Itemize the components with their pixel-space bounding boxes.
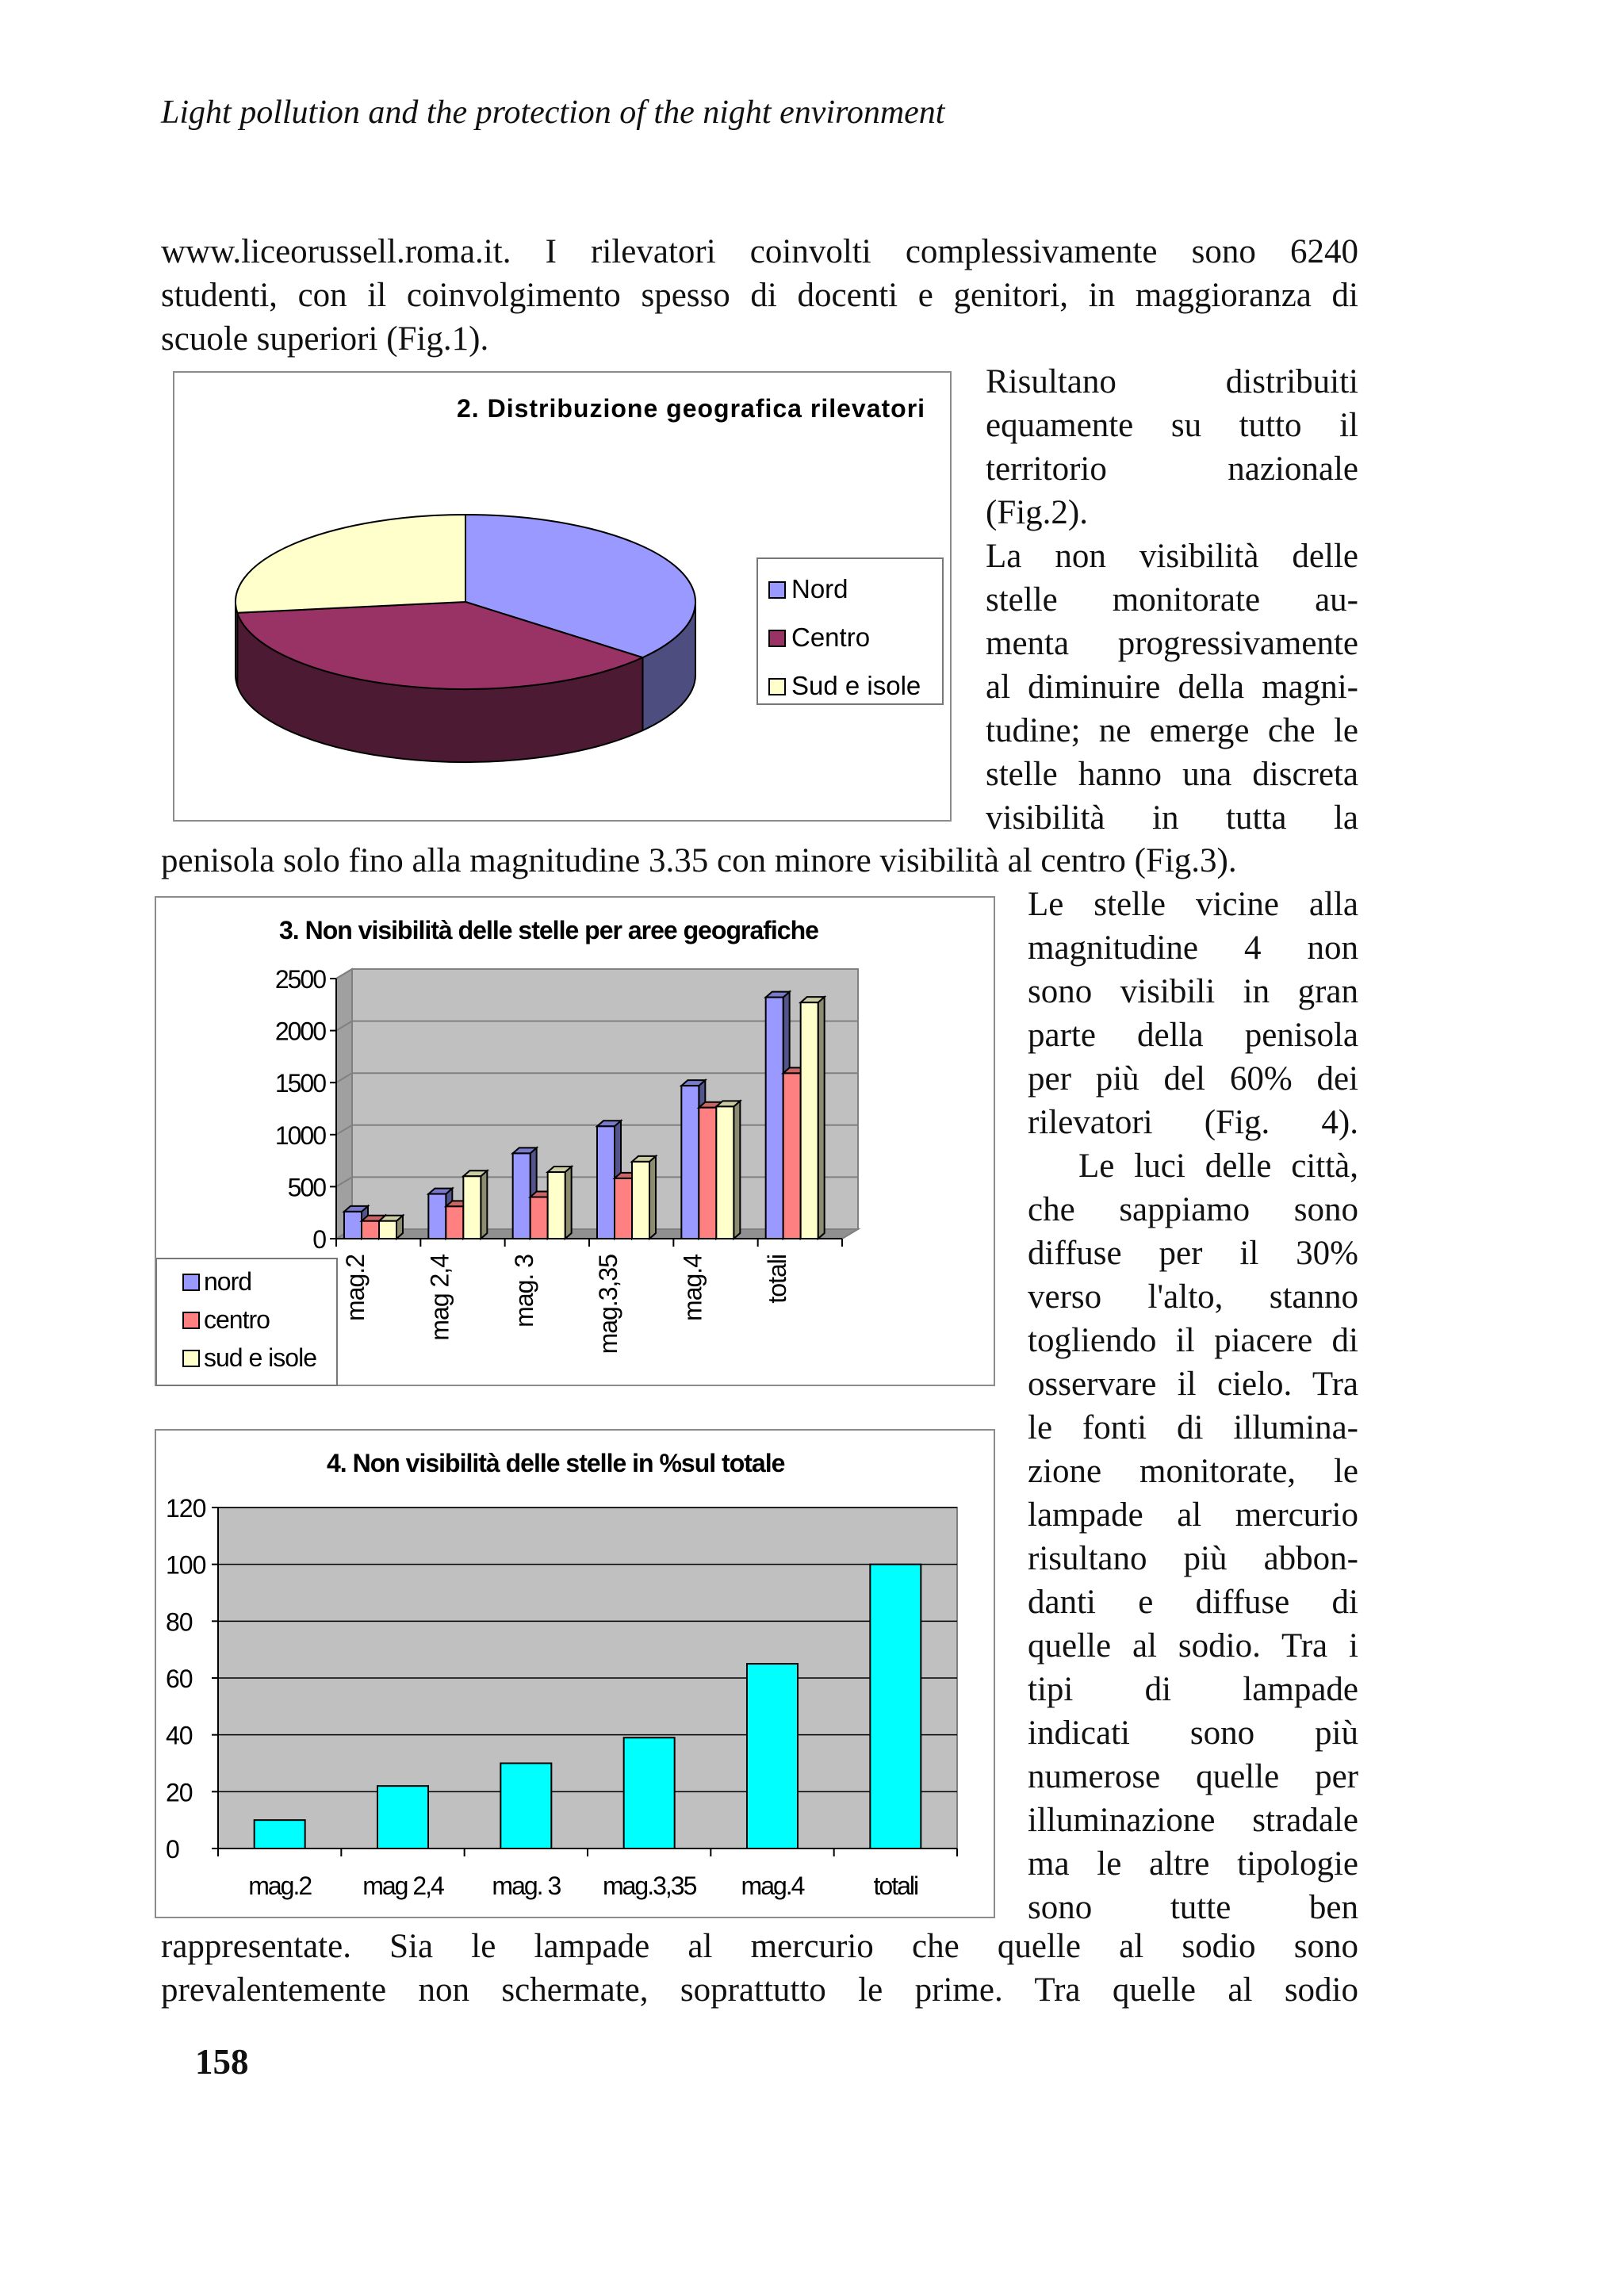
legend-label: centro — [204, 1305, 270, 1334]
bar — [783, 1073, 801, 1239]
text-line: indicati sono più — [1028, 1714, 1358, 1752]
legend-label: Centro — [791, 623, 871, 652]
bar — [500, 1764, 551, 1849]
x-tick-label: totali — [762, 1255, 791, 1304]
y-tick-label: 2500 — [274, 965, 325, 994]
bar-side — [818, 997, 825, 1239]
y-tick-label: 1000 — [274, 1121, 325, 1150]
running-header: Light pollution and the protection of the night environment — [161, 94, 945, 131]
x-tick-label: mag.4 — [741, 1871, 804, 1900]
pie-slice — [236, 515, 465, 613]
y-tick-label: 500 — [287, 1173, 325, 1202]
bar — [615, 1178, 632, 1239]
text-line: magnitudine 4 non — [1028, 929, 1358, 967]
pie-chart — [174, 373, 953, 823]
text-line: per più del 60% dei — [1028, 1060, 1358, 1098]
plot-side-wall — [336, 969, 352, 1239]
bar — [716, 1106, 733, 1239]
bar — [377, 1786, 428, 1849]
x-tick-label: mag.2 — [248, 1871, 312, 1900]
x-tick-label: mag.2 — [341, 1255, 370, 1321]
percent-bar-chart — [156, 1431, 997, 1920]
x-tick-label: mag. 3 — [492, 1871, 561, 1900]
bar — [632, 1162, 649, 1239]
bar — [463, 1176, 481, 1239]
legend-swatch — [183, 1312, 199, 1328]
text-line: osservare il cielo. Tra — [1028, 1366, 1358, 1403]
text-line: penisola solo fino alla magnitudine 3.35 con minore visibilità al centro (Fig.3). — [161, 842, 1237, 879]
text-line: rilevatori (Fig. 4). — [1028, 1104, 1358, 1141]
text-line: quelle al sodio. Tra i — [1028, 1627, 1358, 1665]
y-tick-label: 120 — [166, 1494, 206, 1523]
x-tick-label: mag.3,35 — [594, 1255, 623, 1354]
text-line: prevalentemente non schermate, soprattutto le prime. Tra quelle al sodio — [161, 1971, 1358, 2009]
text-line: numerose quelle per — [1028, 1758, 1358, 1795]
text-line: scuole superiori (Fig.1). — [161, 320, 489, 358]
legend-swatch — [183, 1350, 199, 1366]
bar — [801, 1002, 818, 1239]
bar — [344, 1212, 362, 1239]
x-tick-label: mag.4 — [678, 1255, 707, 1321]
bar — [624, 1737, 675, 1849]
chart-title: 4. Non visibilità delle stelle in %sul totale — [327, 1449, 785, 1477]
legend-swatch — [769, 630, 785, 646]
x-tick-label: mag 2,4 — [362, 1871, 443, 1900]
text-line: che sappiamo sono — [1028, 1191, 1358, 1228]
grouped-bar-chart-figure — [155, 896, 995, 1386]
text-line: risultano più abbon- — [1028, 1540, 1358, 1577]
text-line: stelle monitorate au- — [986, 581, 1358, 619]
bar — [548, 1172, 565, 1239]
chart-title: 3. Non visibilità delle stelle per aree geografiche — [279, 916, 818, 944]
y-tick-label: 80 — [166, 1607, 193, 1637]
bar-side — [565, 1167, 572, 1239]
legend-swatch — [183, 1274, 199, 1290]
text-line: www.liceorussell.roma.it. I rilevatori coinvolti complessivamente sono 6240 — [161, 233, 1358, 270]
text-line: illuminazione stradale — [1028, 1802, 1358, 1839]
bar — [379, 1221, 396, 1239]
text-line: le fonti di illumina- — [1028, 1409, 1358, 1446]
bar-side — [481, 1170, 487, 1239]
bar — [513, 1153, 530, 1239]
bar — [699, 1108, 716, 1239]
x-tick-label: totali — [873, 1871, 918, 1900]
x-tick-label: mag.3,35 — [602, 1871, 696, 1900]
legend-label: sud e isole — [204, 1343, 316, 1372]
bar — [747, 1664, 798, 1849]
page-number: 158 — [195, 2042, 249, 2082]
text-line: ma le altre tipologie — [1028, 1845, 1358, 1883]
text-line: studenti, con il coinvolgimento spesso di docenti e genitori, in maggioranza di — [161, 277, 1358, 314]
text-line: rappresentate. Sia le lampade al mercurio che quelle al sodio sono — [161, 1928, 1358, 1965]
y-tick-label: 1500 — [274, 1069, 325, 1098]
legend-label: Nord — [791, 574, 848, 603]
text-line: equamente su tutto il — [986, 407, 1358, 444]
legend-swatch — [769, 679, 785, 695]
y-tick-label: 0 — [166, 1835, 179, 1864]
text-line: Le stelle vicine alla — [1028, 886, 1358, 923]
text-line: tipi di lampade — [1028, 1671, 1358, 1708]
text-line: lampade al mercurio — [1028, 1496, 1358, 1534]
bar — [428, 1194, 446, 1239]
y-tick-label: 100 — [166, 1550, 206, 1580]
y-tick-label: 40 — [166, 1721, 193, 1750]
bar-side — [649, 1156, 656, 1239]
text-line: al diminuire della magni- — [986, 669, 1358, 706]
y-tick-label: 20 — [166, 1778, 193, 1807]
text-line: menta progressivamente — [986, 625, 1358, 662]
legend-swatch — [769, 582, 785, 598]
bar — [597, 1126, 615, 1239]
text-line: (Fig.2). — [986, 494, 1088, 531]
text-line: parte della penisola — [1028, 1017, 1358, 1054]
text-line: visibilità in tutta la — [986, 799, 1358, 837]
grouped-bar-chart — [156, 898, 997, 1388]
text-line: danti e diffuse di — [1028, 1584, 1358, 1621]
text-line: territorio nazionale — [986, 450, 1358, 488]
text-line: sono tutte ben — [1028, 1889, 1358, 1926]
chart-title: 2. Distribuzione geografica rilevatori — [457, 394, 926, 423]
text-line: Le luci delle città, — [1078, 1147, 1358, 1185]
text-line: sono visibili in gran — [1028, 973, 1358, 1010]
bar — [530, 1197, 548, 1239]
bar — [766, 998, 783, 1239]
text-line: togliendo il piacere di — [1028, 1322, 1358, 1359]
text-line: La non visibilità delle — [986, 538, 1358, 575]
pie-chart-figure — [173, 371, 952, 822]
pie-slice-side — [236, 602, 237, 686]
x-tick-label: mag 2,4 — [425, 1255, 454, 1341]
y-tick-label: 60 — [166, 1665, 193, 1693]
text-line: verso l'alto, stanno — [1028, 1278, 1358, 1316]
bar-side — [733, 1101, 740, 1239]
x-tick-label: mag. 3 — [509, 1255, 538, 1327]
percent-bar-chart-figure — [155, 1429, 995, 1918]
text-line: Risultano distribuiti — [986, 363, 1358, 400]
bar — [681, 1086, 699, 1239]
y-tick-label: 2000 — [274, 1017, 325, 1046]
bar — [446, 1206, 463, 1239]
bar — [362, 1221, 379, 1239]
y-tick-label: 0 — [312, 1225, 325, 1254]
text-line: zione monitorate, le — [1028, 1453, 1358, 1490]
text-line: stelle hanno una discreta — [986, 756, 1358, 793]
text-line: diffuse per il 30% — [1028, 1235, 1358, 1272]
bar — [255, 1820, 305, 1849]
legend-label: Sud e isole — [791, 671, 921, 700]
text-line: tudine; ne emerge che le — [986, 712, 1358, 749]
bar — [870, 1565, 921, 1849]
legend-label: nord — [204, 1267, 252, 1296]
